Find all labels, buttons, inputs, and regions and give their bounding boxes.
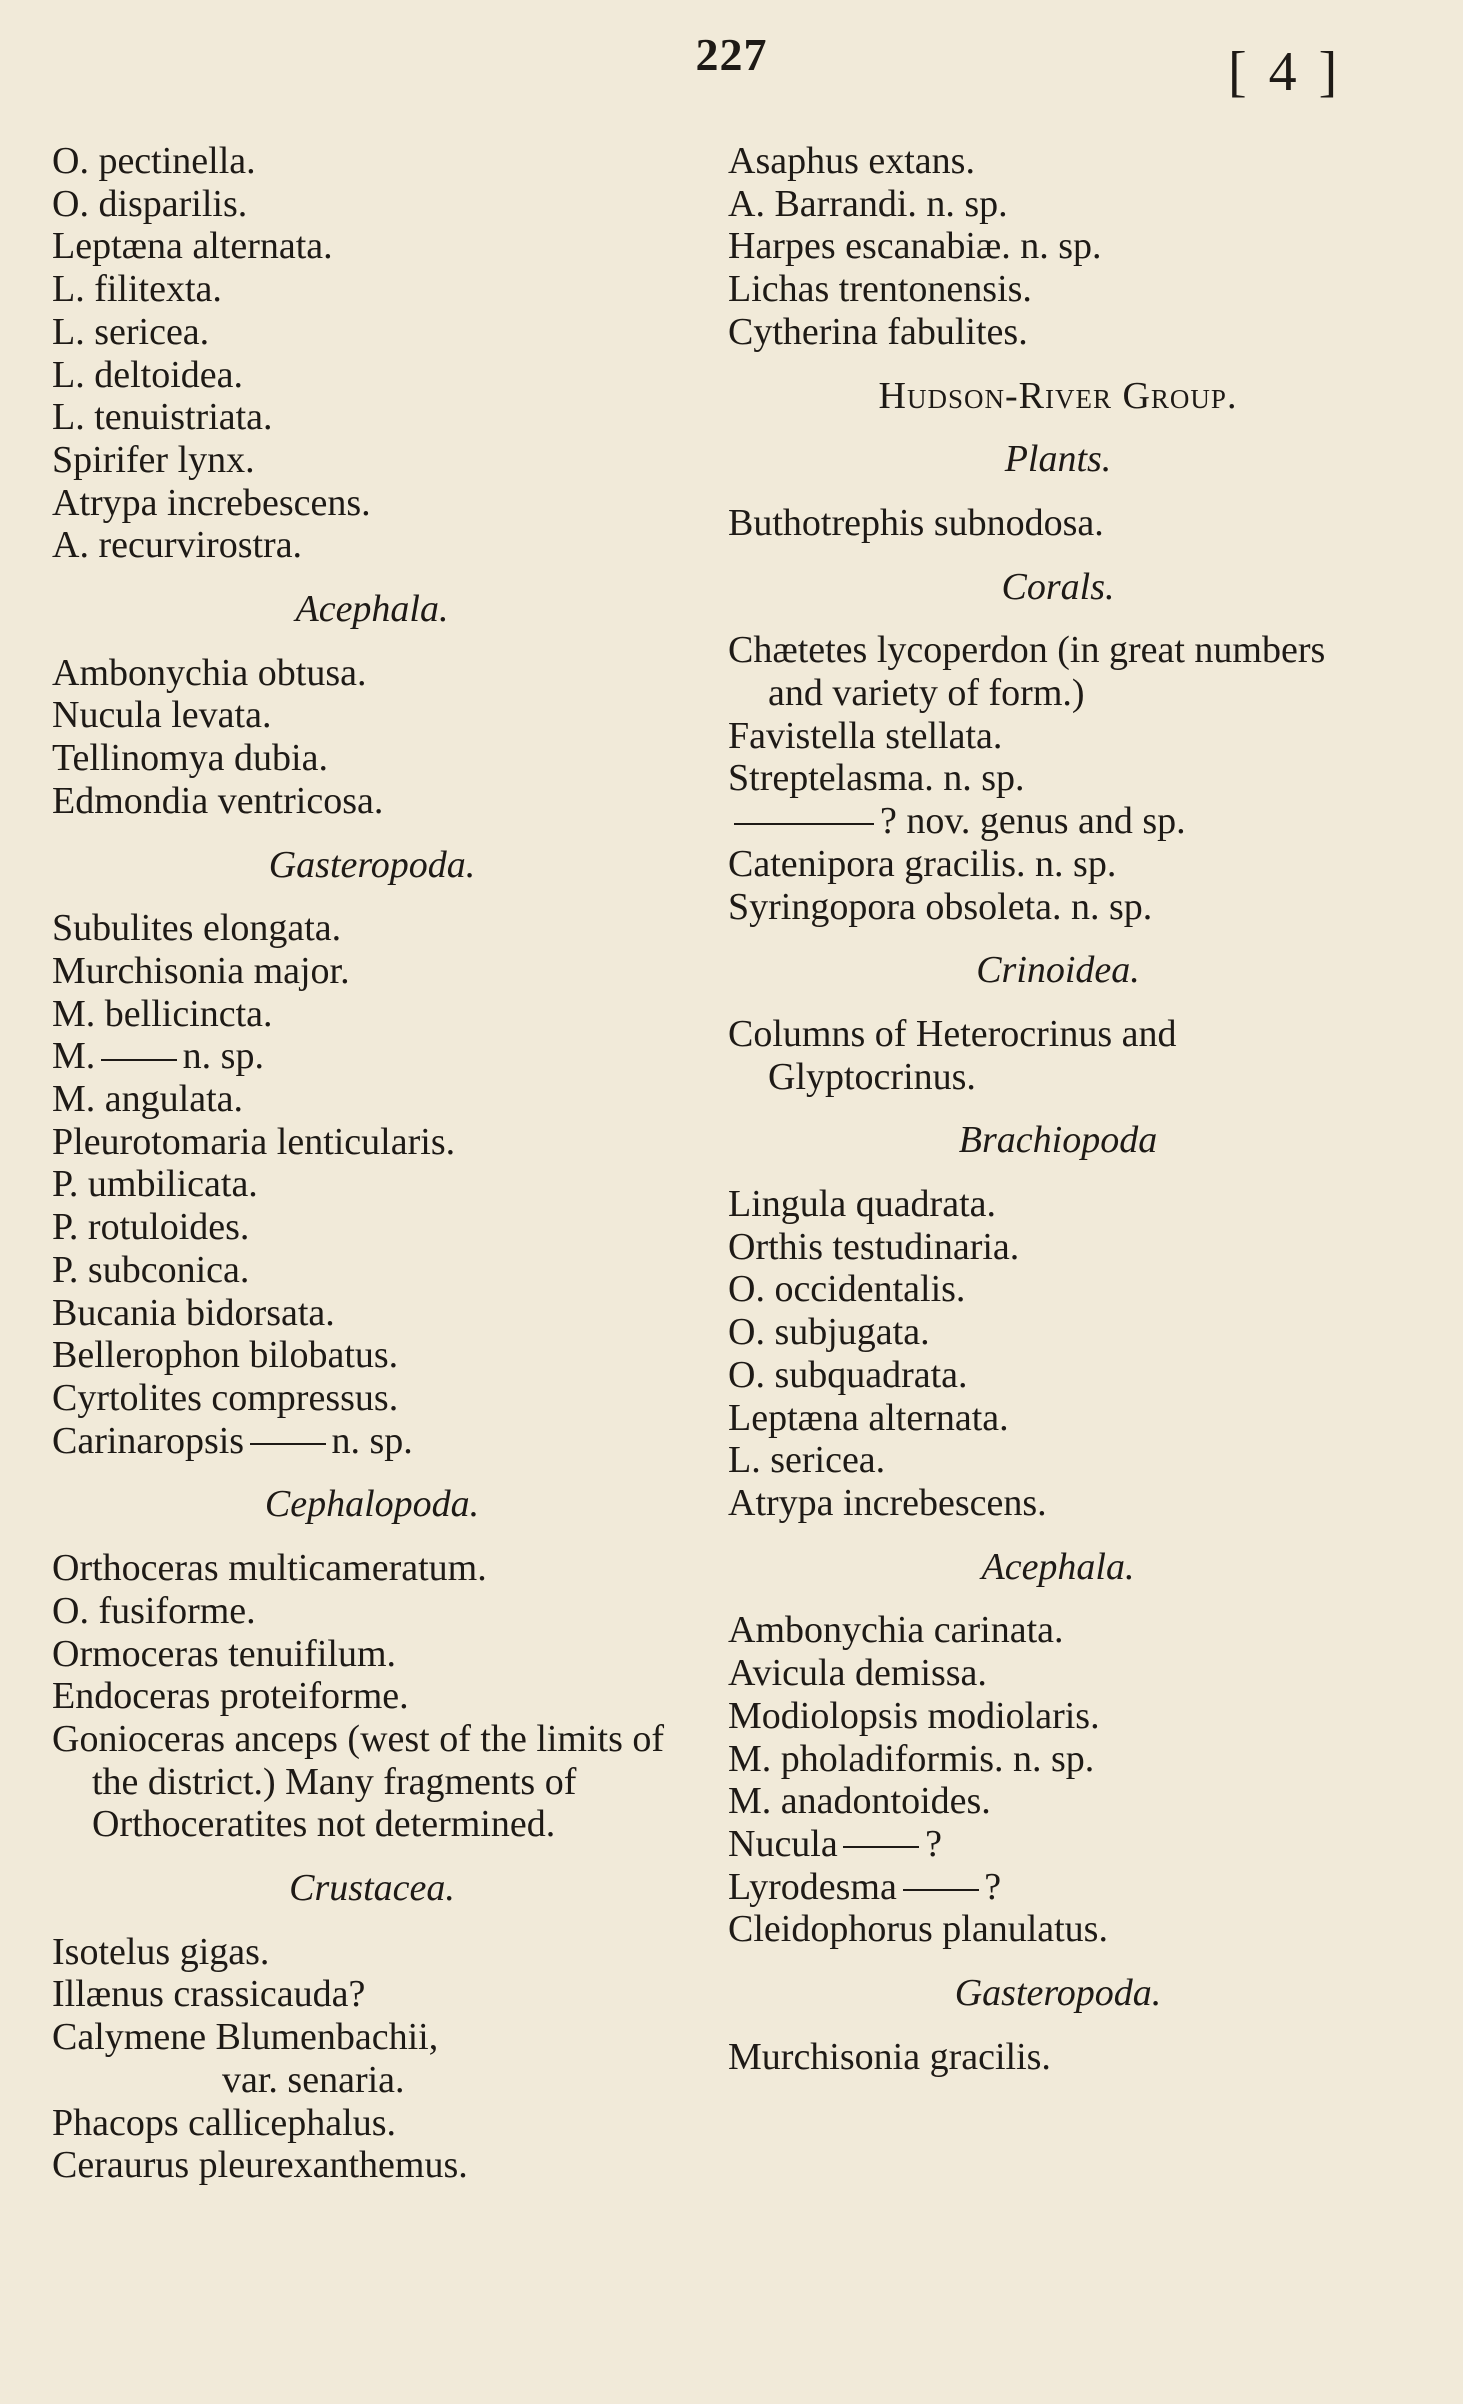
species-entry: Nucula levata. — [52, 694, 272, 737]
species-entry: Ambonychia obtusa. — [52, 651, 367, 694]
species-entry: Subulites elongata. — [52, 907, 342, 950]
species-entry: Catenipora gracilis. n. sp. — [728, 842, 1117, 885]
species-entry: Bucania bidorsata. — [52, 1291, 335, 1334]
species-entry: Tellinomya dubia. — [52, 737, 328, 780]
section-heading: Gasteropoda. — [954, 1972, 1162, 2015]
species-entry: M. pholadiformis. n. sp. — [728, 1737, 1095, 1780]
section-heading: Acephala. — [981, 1545, 1135, 1588]
species-suffix: ? nov. genus and sp. — [879, 800, 1186, 843]
genus-text: Carinaropsis — [52, 1419, 245, 1462]
section-heading: Brachiopoda — [958, 1119, 1158, 1162]
sheet-number: [ 4 ] — [1228, 41, 1342, 103]
species-entry: Ormoceras tenuifilum. — [52, 1632, 397, 1675]
species-entry: L. sericea. — [728, 1439, 886, 1482]
species-entry: Atrypa increbescens. — [728, 1481, 1047, 1524]
species-entry: Leptæna alternata. — [728, 1396, 1009, 1439]
species-entry: O. subjugata. — [728, 1311, 930, 1354]
blank-dash — [843, 1846, 919, 1848]
section-heading: Crustacea. — [289, 1867, 455, 1910]
species-entry: Leptæna alternata. — [52, 225, 333, 268]
section-heading: Acephala. — [295, 588, 449, 631]
species-entry: Lichas trentonensis. — [728, 268, 1032, 311]
species-entry: Favistella stellata. — [728, 714, 1003, 757]
species-entry: Edmondia ventricosa. — [52, 779, 384, 822]
species-entry: P. rotuloides. — [52, 1206, 250, 1249]
species-entry: Cyrtolites compressus. — [52, 1376, 399, 1419]
species-entry: L. deltoidea. — [52, 353, 243, 396]
blank-dash — [903, 1889, 979, 1891]
species-entry — [52, 1035, 692, 1078]
species-entry: Phacops callicephalus. — [52, 2101, 397, 2144]
species-entry: Cleidophorus planulatus. — [728, 1908, 1108, 1951]
species-entry: var. senaria. — [222, 2058, 405, 2101]
species-entry: Illænus crassicauda? — [52, 1973, 366, 2016]
species-entry: Atrypa increbescens. — [52, 481, 371, 524]
species-entry — [728, 1823, 1388, 1866]
species-entry: Asaphus extans. — [728, 140, 975, 182]
genus-text: Lyrodesma — [728, 1865, 897, 1908]
species-entry: O. occidentalis. — [728, 1268, 966, 1311]
species-entry: Murchisonia major. — [52, 949, 350, 992]
species-entry: Columns of Heterocrinus and Glyptocrinus. — [728, 1012, 1177, 1098]
left-column — [52, 140, 692, 2187]
section-heading: Hudson-River Group. — [878, 374, 1238, 417]
species-entry: Syringopora obsoleta. n. sp. — [728, 885, 1153, 928]
species-entry: L. tenuistriata. — [52, 396, 273, 439]
species-entry: Ceraurus pleurexanthemus. — [52, 2144, 468, 2187]
species-entry: Harpes escanabiæ. n. sp. — [728, 225, 1102, 268]
species-entry: O. pectinella. — [52, 140, 256, 182]
species-entry: Bellerophon bilobatus. — [52, 1334, 399, 1377]
species-entry — [728, 800, 1388, 843]
species-entry: Streptelasma. n. sp. — [728, 757, 1025, 800]
species-entry: M. angulata. — [52, 1078, 244, 1121]
species-entry: A. Barrandi. n. sp. — [728, 182, 1008, 225]
species-entry: Orthis testudinaria. — [728, 1225, 1020, 1268]
species-entry — [728, 1866, 1388, 1909]
species-entry: Avicula demissa. — [728, 1652, 987, 1695]
species-entry: P. subconica. — [52, 1248, 250, 1291]
species-entry: Chætetes lycoperdon (in great numbers and variety of form.) — [728, 629, 1326, 715]
species-entry: Modiolopsis modiolaris. — [728, 1694, 1100, 1737]
species-entry: Pleurotomaria lenticularis. — [52, 1120, 456, 1163]
species-entry: Endoceras proteiforme. — [52, 1675, 409, 1718]
species-entry: O. fusiforme. — [52, 1589, 256, 1632]
species-entry: Buthotrephis subnodosa. — [728, 501, 1104, 544]
page-number: 227 — [695, 29, 768, 80]
species-entry: Murchisonia gracilis. — [728, 2035, 1051, 2078]
species-entry: Gonioceras anceps (west of the limits of the district.) Many fragments of Orthoceratites not determined. — [52, 1717, 665, 1846]
species-entry: Orthoceras multicameratum. — [52, 1547, 487, 1590]
section-heading: Corals. — [1001, 565, 1115, 608]
species-entry: L. filitexta. — [52, 268, 222, 311]
species-suffix: n. sp. — [331, 1419, 413, 1462]
species-suffix: ? — [925, 1822, 942, 1865]
species-suffix: n. sp. — [182, 1035, 264, 1078]
species-entry: Lingula quadrata. — [728, 1183, 997, 1226]
species-entry — [52, 1420, 692, 1463]
species-entry: O. subquadrata. — [728, 1353, 968, 1396]
blank-dash — [734, 823, 875, 825]
species-entry: A. recurvirostra. — [52, 524, 303, 567]
species-entry: P. umbilicata. — [52, 1163, 258, 1206]
species-entry: L. sericea. — [52, 310, 210, 353]
species-entry: Calymene Blumenbachii, — [52, 2016, 439, 2059]
genus-text: M. — [52, 1035, 96, 1078]
species-entry: M. anadontoides. — [728, 1780, 991, 1823]
species-entry: Cytherina fabulites. — [728, 310, 1028, 353]
species-suffix: ? — [984, 1865, 1002, 1908]
section-heading: Crinoidea. — [976, 949, 1140, 992]
species-entry: Isotelus gigas. — [52, 1930, 270, 1973]
blank-dash — [101, 1059, 177, 1061]
genus-text: Nucula — [728, 1822, 838, 1865]
species-entry: O. disparilis. — [52, 182, 248, 225]
species-entry: M. bellicincta. — [52, 992, 273, 1035]
blank-dash — [250, 1443, 326, 1445]
species-entry: Spirifer lynx. — [52, 438, 255, 481]
section-heading: Gasteropoda. — [268, 843, 476, 886]
species-entry: Ambonychia carinata. — [728, 1609, 1064, 1652]
section-heading: Cephalopoda. — [264, 1483, 480, 1526]
right-column — [728, 140, 1388, 2078]
section-heading: Plants. — [1004, 438, 1112, 481]
